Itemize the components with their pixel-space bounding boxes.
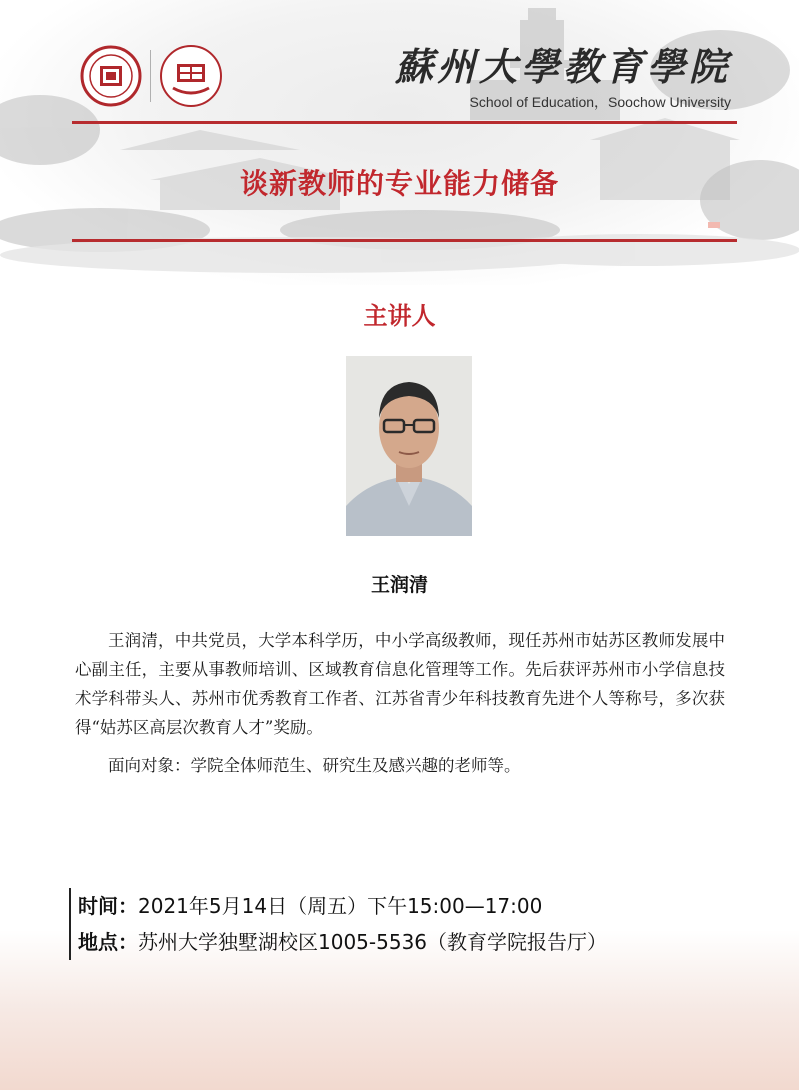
speaker-portrait-icon [346,356,472,536]
soochow-university-seal-icon [80,45,142,107]
ink-landscape-background [0,0,799,285]
speaker-name: 王润清 [370,574,428,596]
school-of-education-emblem-icon [159,44,223,108]
school-name-block [395,44,731,112]
school-name-cn: 蘇州大學教育學院 [394,44,731,89]
speaker-photo [346,356,472,536]
top-rule [72,121,737,124]
event-time [78,888,607,924]
event-info [69,888,607,960]
audience-paragraph: 面向对象：学院全体师范生、研究生及感兴趣的老师等。 [108,756,521,775]
logo-group [80,44,223,108]
event-place [78,924,607,960]
speaker-section-label: 主讲人 [363,302,436,330]
time-value: 2021年5月14日（周五）下午15:00—17:00 [138,894,543,918]
bottom-rule [72,239,737,242]
lecture-title: 谈新教师的专业能力储备 [239,167,559,200]
bio-paragraph: 王润清，中共党员，大学本科学历，中小学高级教师，现任苏州市姑苏区教师发展中心副主任，主要从事教师培训、区域教育信息化管理等工作。先后获评苏州市小学信息技术学科带头人、苏州市优秀教育工作者、江苏省青少年科技教育先进个人等称号，多次获得“姑苏区高层次教育人才”奖励。 [75,631,725,737]
speaker-bio [75,626,725,780]
place-label: 地点： [78,930,138,954]
time-label: 时间： [78,894,138,918]
landscape-illustration [0,0,799,285]
school-name-en: School of Education，Soochow University [469,94,731,110]
place-value: 苏州大学独墅湖校区1005-5536（教育学院报告厅） [138,930,608,954]
logo-divider [150,50,151,102]
